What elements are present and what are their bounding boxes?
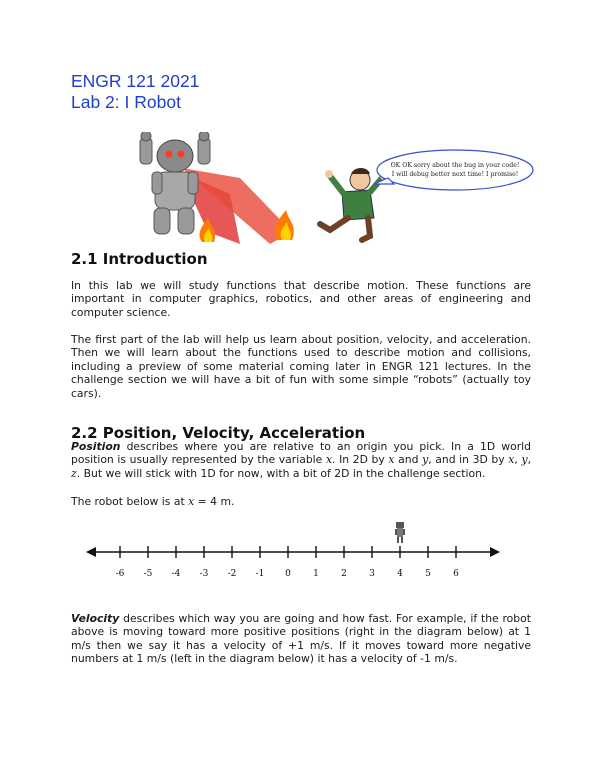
number-line-tick-label: -4 [171,569,181,579]
number-line-tick-label: -1 [255,569,265,579]
variable-y: y [521,453,528,467]
position-text: , [514,453,522,467]
velocity-text: describes which way you are going and how fast. For example, if the robot above is moving toward more positive positions (right in the diagram below) at 1 m/s then we say it has a velocity of +1 m/s. If it moves toward more negative numbers at 1 m/s (left in the diagram below) it has a velocity of -1 m/s. [71,612,531,666]
number-line-tick-label: -5 [143,569,153,579]
speech-line-2: I will debug better next time! I promise! [391,171,519,178]
position-text: . But we will stick with 1D for now, with a bit of 2D in the challenge section. [76,466,486,480]
position-text: and [394,453,423,467]
robot-text: = 4 m. [194,495,235,508]
number-line-tick-label: -2 [227,569,237,579]
number-line-tick-label: 4 [397,569,403,579]
arrow-right-icon [490,547,500,557]
speech-bubble [374,150,533,190]
number-line-tick-label: 3 [369,569,375,579]
number-line-tick-label: 6 [453,569,459,579]
variable-x: x [508,453,515,467]
robot-programmer-illustration [130,132,540,244]
number-line-tick-label: -3 [199,569,209,579]
variable-z: z [71,466,77,480]
robot-position-sentence [71,495,531,508]
number-line-tick-label: -6 [115,569,125,579]
document-title [71,71,199,113]
flame-right-icon [275,210,294,240]
position-text: , [527,453,531,467]
number-line-tick-label: 1 [313,569,319,579]
number-line-tick-label: 2 [341,569,347,579]
velocity-paragraph [71,612,531,666]
variable-x: x [325,453,333,467]
title-line-1: ENGR 121 2021 [71,71,200,91]
velocity-term: Velocity [71,612,120,625]
intro-paragraph-1: In this lab we will study functions that describe motion. These functions are important in computer graphics, robotics, and other areas of engineering and computer science. [71,279,531,319]
programmer-figure [320,168,388,240]
number-line-tick-label: 5 [425,569,431,579]
arrow-left-icon [86,547,96,557]
number-line [84,516,504,586]
variable-y: y [422,453,429,467]
position-text: describes where you are relative to an origin you pick. In a 1D world position is usually represented by the variable [71,440,531,467]
position-text: . In 2D by [332,453,389,467]
section-heading-pva: 2.2 Position, Velocity, Acceleration [71,424,366,442]
number-line-tick-label: 0 [285,569,291,579]
title-line-2: Lab 2: I Robot [71,92,181,112]
section-heading-introduction: 2.1 Introduction [71,250,208,268]
speech-line-1: OK OK sorry about the bug in your code! [390,162,520,169]
variable-x: x [188,495,195,508]
position-paragraph [71,440,531,480]
robot-text: The robot below is at [71,495,189,508]
robot-marker-icon [395,522,405,543]
position-text: , and in 3D by [428,453,509,467]
variable-x: x [388,453,395,467]
intro-paragraph-2: The first part of the lab will help us learn about position, velocity, and acceleration. Then we will learn about the functions used to describe motion and collisions, including a preview of some material coming later in ENGR 121 lectures. In the challenge section we will have a bit of fun with some simple “robots” (actually toy cars). [71,333,531,400]
position-term: Position [71,440,121,453]
